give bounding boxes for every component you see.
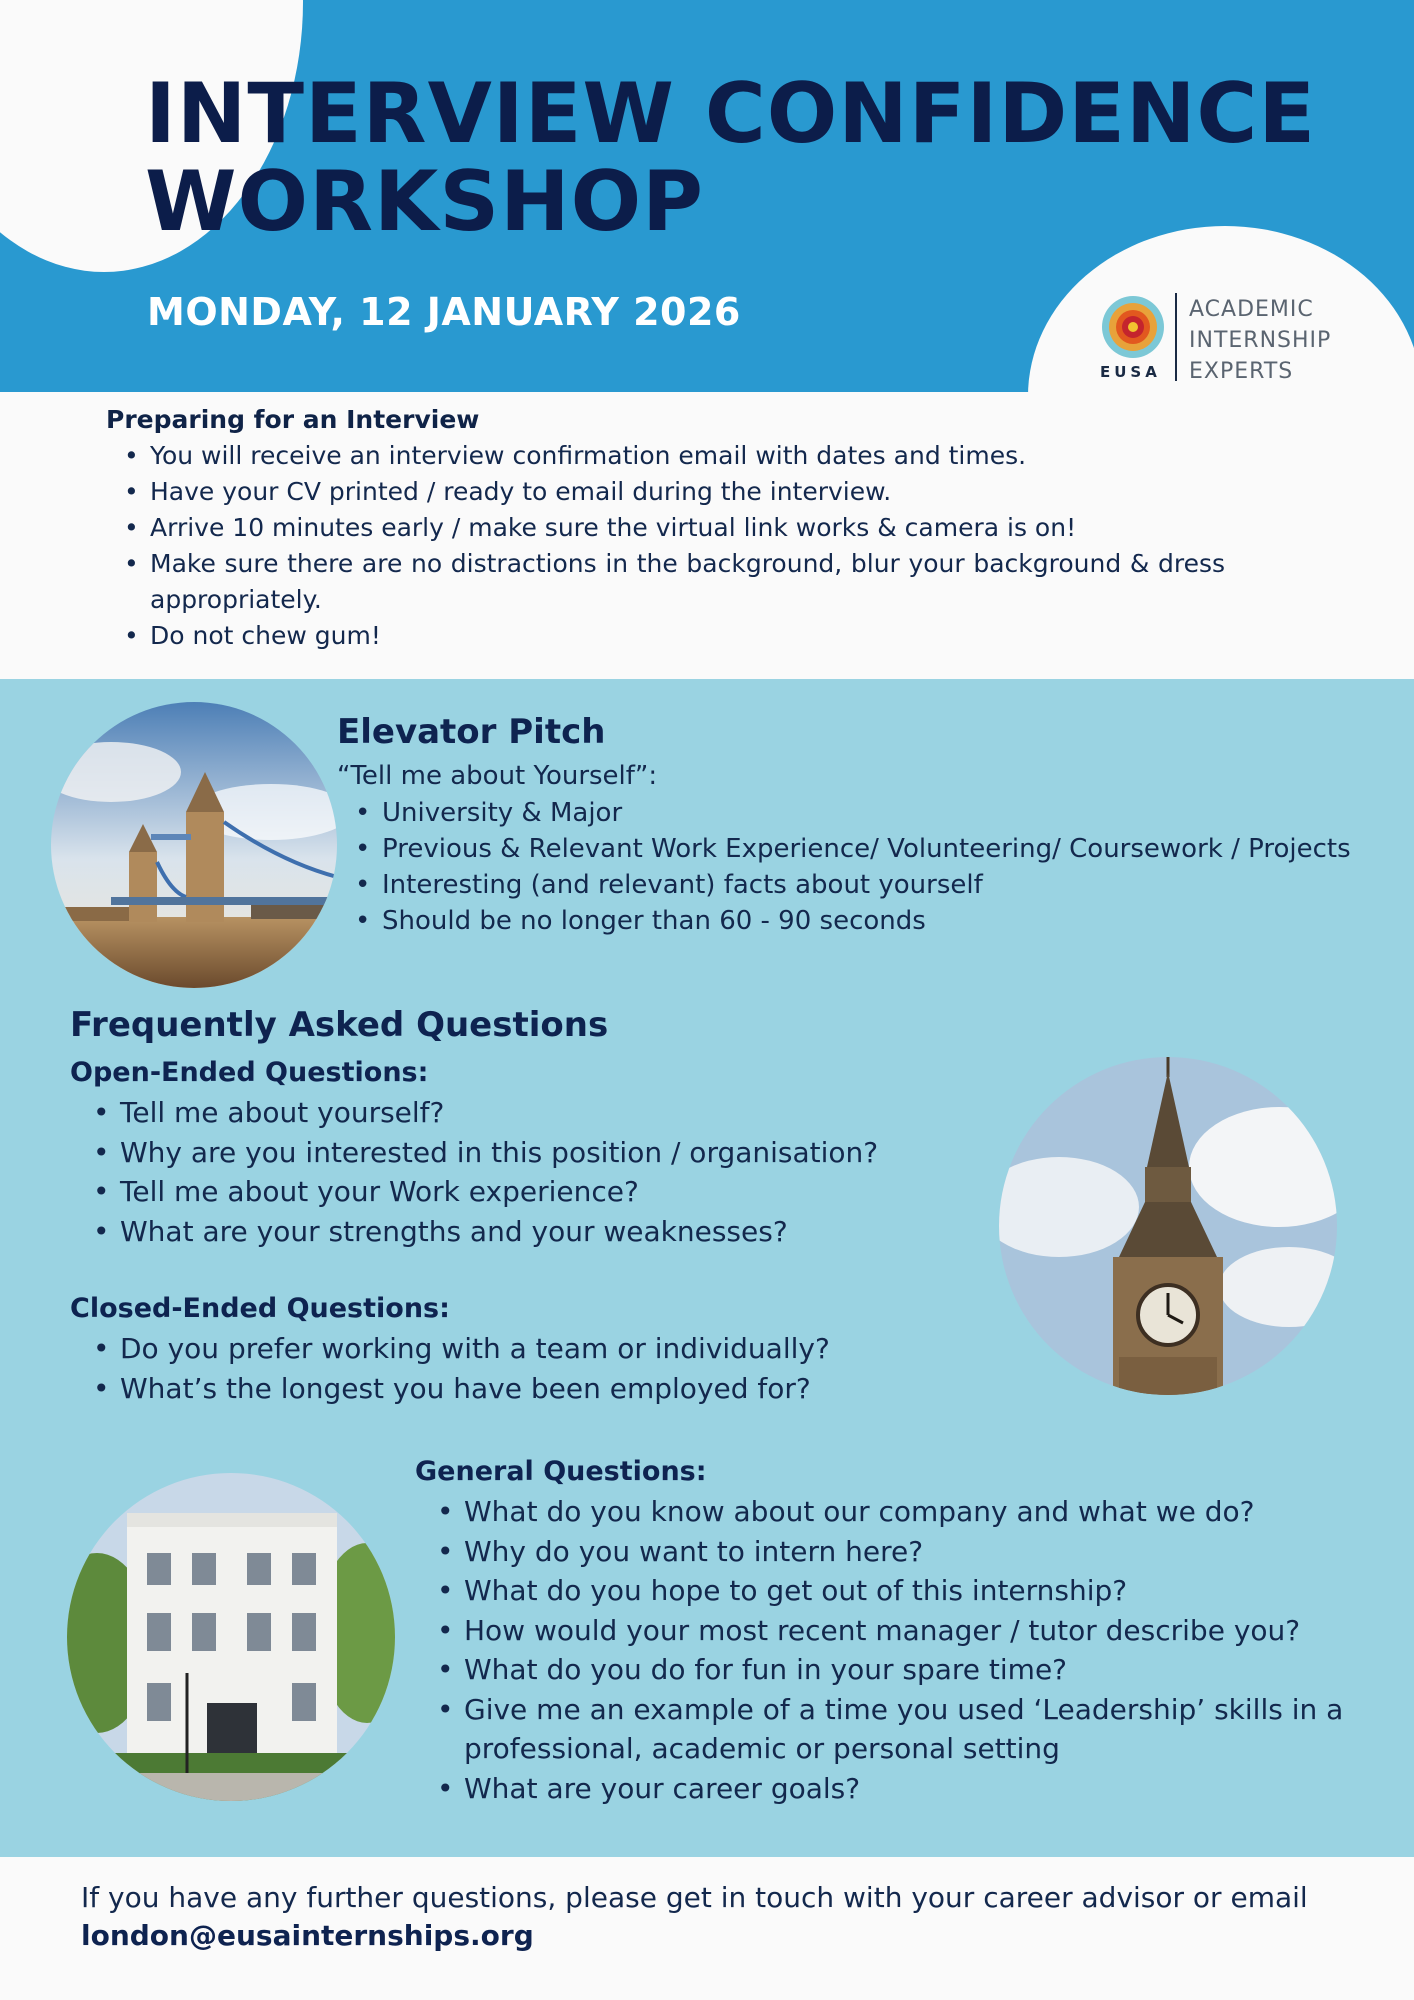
- preparing-list: [150, 438, 1225, 654]
- preparing-heading: Preparing for an Interview: [106, 405, 480, 434]
- list-item: • Previous & Relevant Work Experience/ Volunteering/ Coursework / Projects: [382, 831, 1392, 867]
- questions-section: [0, 679, 1414, 1857]
- list-item: • Interesting (and relevant) facts about yourself: [382, 867, 1392, 903]
- list-item: • What’s the longest you have been employed for?: [120, 1369, 1000, 1409]
- general-questions-heading: General Questions:: [415, 1456, 707, 1487]
- tower-bridge-photo: [51, 702, 337, 988]
- list-item: • University & Major: [382, 795, 1392, 831]
- townhouse-photo: [67, 1473, 395, 1801]
- elevator-pitch-prompt: “Tell me about Yourself”:: [337, 761, 658, 791]
- list-item: • What do you do for fun in your spare time?: [464, 1650, 1364, 1690]
- eusa-target-logo-icon: [1101, 295, 1165, 359]
- page-title: INTERVIEW CONFIDENCE WORKSHOP: [145, 65, 1317, 250]
- elevator-pitch-list: [382, 795, 1392, 939]
- faq-heading: Frequently Asked Questions: [70, 1005, 609, 1045]
- general-questions-list: [464, 1492, 1364, 1808]
- contact-email-link[interactable]: london@eusainternships.org: [81, 1919, 534, 1952]
- list-item: • Make sure there are no distractions in the background, blur your background & dress appropriately.: [150, 546, 1225, 618]
- list-item: • Do you prefer working with a team or individually?: [120, 1329, 1000, 1369]
- closed-ended-list: [120, 1329, 1000, 1408]
- list-item: • Have your CV printed / ready to email during the interview.: [150, 474, 1225, 510]
- list-item: • Why are you interested in this position / organisation?: [120, 1133, 1000, 1173]
- list-item: • How would your most recent manager / tutor describe you?: [464, 1611, 1364, 1651]
- list-item: • What are your career goals?: [464, 1769, 1364, 1809]
- list-item: • Tell me about your Work experience?: [120, 1172, 1000, 1212]
- list-item: • What do you know about our company and what we do?: [464, 1492, 1364, 1532]
- open-ended-heading: Open-Ended Questions:: [70, 1057, 429, 1088]
- list-item: • Should be no longer than 60 - 90 seconds: [382, 903, 1392, 939]
- closed-ended-heading: Closed-Ended Questions:: [70, 1293, 450, 1324]
- big-ben-photo: [999, 1057, 1337, 1395]
- list-item: • Give me an example of a time you used ‘Leadership’ skills in a professional, academic or personal setting: [464, 1690, 1364, 1769]
- list-item: • Do not chew gum!: [150, 618, 1225, 654]
- elevator-pitch-heading: Elevator Pitch: [337, 712, 606, 752]
- list-item: • Tell me about yourself?: [120, 1093, 1000, 1133]
- list-item: • What do you hope to get out of this internship?: [464, 1571, 1364, 1611]
- footer: [0, 1857, 1414, 2000]
- event-date: MONDAY, 12 JANUARY 2026: [147, 290, 741, 334]
- logo-divider: [1175, 293, 1177, 381]
- list-item: • What are your strengths and your weaknesses?: [120, 1212, 1000, 1252]
- footer-contact-text: If you have any further questions, please get in touch with your career advisor or email: [81, 1881, 1308, 1914]
- logo-tagline: ACADEMIC INTERNSHIP EXPERTS: [1189, 297, 1332, 384]
- preparing-section: [0, 392, 1414, 679]
- list-item: • Arrive 10 minutes early / make sure the virtual link works & camera is on!: [150, 510, 1225, 546]
- logo-letters: EUSA: [1100, 363, 1161, 381]
- list-item: • Why do you want to intern here?: [464, 1532, 1364, 1572]
- open-ended-list: [120, 1093, 1000, 1251]
- list-item: • You will receive an interview confirmation email with dates and times.: [150, 438, 1225, 474]
